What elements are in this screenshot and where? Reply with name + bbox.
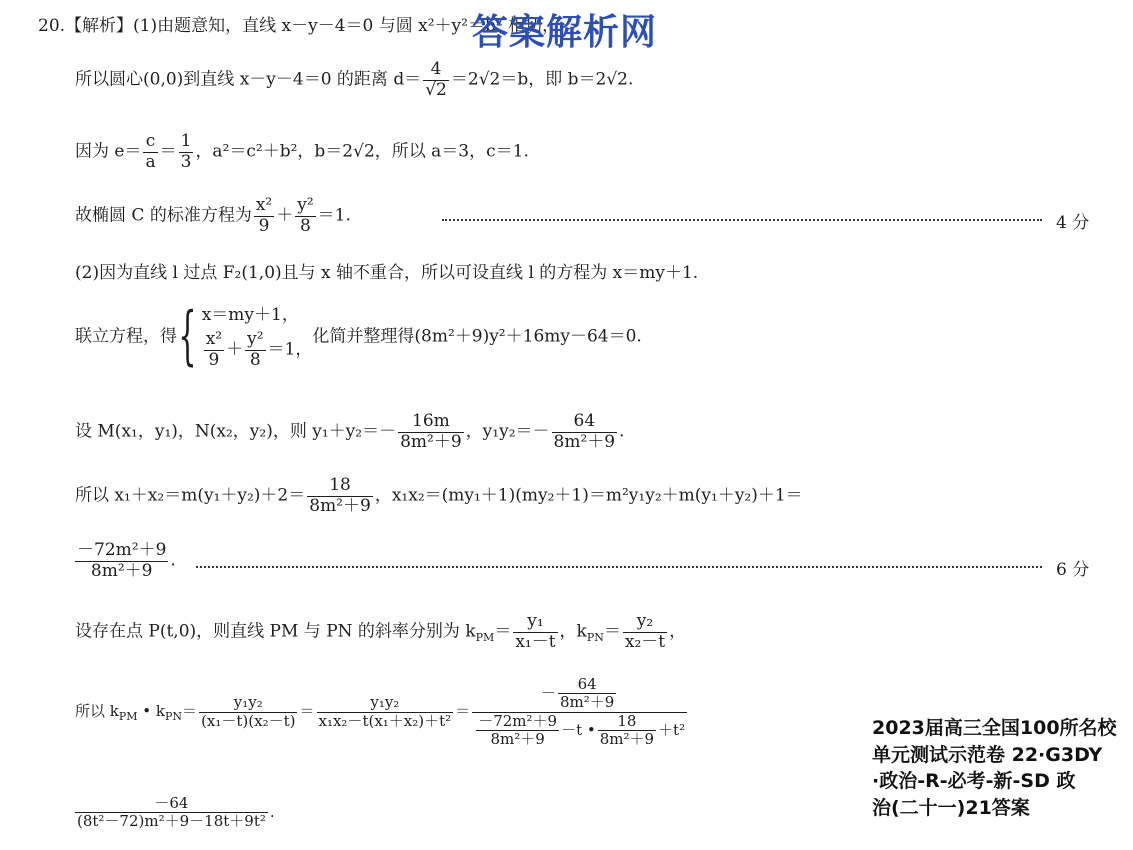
l11-bn-n: 64	[558, 676, 616, 694]
l4-pre: 故椭圆 C 的标准方程为	[75, 205, 252, 226]
l10-frac-1	[513, 612, 557, 652]
l11-bd-n2: 18	[598, 713, 656, 731]
l10-eq2: ＝	[603, 621, 621, 642]
solution-line-5: (2)因为直线 l 过点 F₂(1,0)且与 x 轴不重合，所以可设直线 l 的方程为 x＝my＋1.	[75, 263, 699, 283]
l11-pre: 所以 k	[75, 702, 119, 720]
l11-eq1: ＝	[182, 702, 198, 720]
l11-bd-n1: －72m²＋9	[478, 711, 558, 730]
l8-pre: 所以 x₁＋x₂＝m(y₁＋y₂)＋2＝	[75, 485, 306, 506]
l11-bd-post: ＋t²	[658, 720, 686, 739]
solution-line-12	[75, 795, 275, 831]
l9-d: 8m²＋9	[90, 560, 153, 581]
l12-frac	[75, 795, 268, 831]
solution-line-6	[75, 299, 642, 374]
footer-line-2: 单元测试示范卷 22·G3DY	[872, 743, 1103, 766]
footer-line-3: ·政治-R-必考-新-SD 政	[872, 770, 1076, 793]
l6-n1: x²	[205, 329, 223, 350]
l6-n2: y²	[247, 329, 264, 350]
l11-n2: y₁y₂	[317, 694, 454, 712]
l4-post: ＝1.	[317, 205, 351, 226]
l7-n2: 64	[552, 412, 618, 433]
l11-bd-mid: －t •	[561, 720, 596, 739]
l4-n1: x²	[255, 195, 273, 215]
l10-eq1: ＝	[494, 621, 512, 642]
watermark: 答案解析网	[472, 12, 658, 53]
l11-eq3: ＝	[455, 702, 471, 720]
l8-n1: 18	[307, 476, 373, 497]
score-leader-2	[196, 566, 1042, 568]
score-leader-1	[442, 219, 1042, 221]
l10-d2: x₂－t	[624, 631, 666, 652]
l2-den: √2	[425, 79, 447, 100]
l8-d1: 8m²＋9	[309, 495, 371, 516]
l2-pre: 所以圆心(0,0)到直线 x－y－4＝0 的距离 d＝	[75, 69, 422, 90]
l12-n: －64	[75, 795, 268, 813]
l10-sub2: PN	[586, 630, 604, 644]
l6-sys-post: ＝1，	[267, 339, 313, 360]
l11-bd-d2: 8m²＋9	[599, 729, 655, 748]
l11-d1: (x₁－t)(x₂－t)	[201, 711, 296, 730]
l3-d2: 3	[180, 151, 192, 172]
l10-pre: 设存在点 P(t,0)，则直线 PM 与 PN 的斜率分别为 k	[75, 621, 476, 642]
l4-d2: 8	[300, 215, 311, 236]
system-eq-1: x＝my＋1，	[201, 305, 299, 325]
l11-big-frac	[472, 676, 687, 748]
l7-post: .	[619, 421, 625, 442]
solution-line-1: 20.【解析】(1)由题意知，直线 x－y－4＝0 与圆 x²＋y²＝b² 相切，	[38, 16, 560, 36]
solution-line-11	[75, 676, 689, 748]
l3-mid: ＝	[159, 141, 177, 162]
l4-frac-1	[254, 196, 274, 236]
l3-frac-2	[179, 132, 194, 172]
solution-line-9	[75, 541, 176, 581]
score-6: 6 分	[1056, 560, 1090, 580]
l11-eq2: ＝	[299, 702, 315, 720]
l8-post: ，x₁x₂＝(my₁＋1)(my₂＋1)＝m²y₁y₂＋m(y₁＋y₂)＋1＝	[374, 485, 803, 506]
l7-d1: 8m²＋9	[400, 431, 462, 452]
l10-frac-2	[623, 612, 667, 652]
l10-n1: y₁	[513, 612, 557, 633]
l10-post: ，	[669, 621, 687, 642]
l3-post: ，a²＝c²＋b²，b＝2√2，所以 a＝3，c＝1.	[195, 141, 529, 162]
l11-bd-frac-2	[598, 713, 656, 749]
l4-n2: y²	[297, 195, 314, 215]
solution-line-10	[75, 612, 686, 652]
l11-sub2: PN	[165, 710, 183, 723]
l3-frac-1	[143, 132, 157, 172]
l7-frac-2	[552, 412, 618, 452]
l11-d2: x₁x₂－t(x₁＋x₂)＋t²	[318, 711, 452, 730]
equation-system	[202, 302, 313, 372]
l11-bd-frac-1	[476, 713, 559, 749]
l7-frac-1	[398, 412, 464, 452]
solution-line-3	[75, 132, 529, 172]
l9-n: －72m²＋9	[77, 540, 167, 560]
l2-fraction	[423, 60, 449, 100]
l10-n2: y₂	[623, 612, 667, 633]
l9-post: .	[170, 550, 176, 571]
l2-post: ＝2√2＝b，即 b＝2√2.	[450, 69, 634, 90]
l7-mid: ，y₁y₂＝－	[465, 421, 550, 442]
footer-line-1: 2023届高三全国100所名校	[872, 717, 1117, 739]
l6-frac-1	[204, 330, 224, 370]
system-eq-2	[202, 328, 313, 372]
l7-n1: 16m	[398, 412, 464, 433]
l11-frac-1	[199, 694, 297, 730]
l11-dot: • k	[137, 702, 166, 720]
l3-pre: 因为 e＝	[75, 141, 142, 162]
l6-plus: ＋	[226, 339, 244, 360]
l11-sub1: PM	[118, 710, 138, 723]
l11-big-den	[472, 713, 687, 749]
l6-d1: 9	[208, 349, 220, 370]
l6-frac-2	[245, 330, 265, 370]
l10-sub1: PM	[475, 630, 495, 644]
l2-num: 4	[423, 60, 449, 81]
l9-frac	[75, 541, 168, 581]
l6-post: 化简并整理得(8m²＋9)y²＋16my－64＝0.	[312, 326, 642, 347]
l10-d1: x₁－t	[515, 631, 556, 652]
system-brace: {	[178, 299, 197, 374]
l7-pre: 设 M(x₁，y₁)，N(x₂，y₂)，则 y₁＋y₂＝－	[75, 421, 397, 442]
l6-pre: 联立方程，得	[75, 326, 177, 347]
l4-plus: ＋	[276, 205, 294, 226]
footer-line-4: 治(二十一)21答案	[872, 796, 1030, 819]
source-footer	[872, 715, 1130, 821]
l3-n2: 1	[180, 131, 192, 151]
solution-line-2	[75, 60, 633, 100]
l4-d1: 9	[258, 215, 270, 236]
l11-bn-d: 8m²＋9	[559, 693, 615, 712]
l11-n1: y₁y₂	[199, 694, 297, 712]
l3-d1: a	[145, 151, 156, 172]
l12-d: (8t²－72)m²＋9－18t＋9t²	[77, 812, 266, 831]
score-4: 4 分	[1056, 213, 1090, 233]
l7-d2: 8m²＋9	[553, 431, 616, 452]
l3-n1: c	[143, 132, 157, 153]
l11-big-num	[472, 676, 687, 713]
l4-frac-2	[295, 196, 315, 236]
l11-frac-2	[317, 694, 454, 730]
solution-line-7	[75, 412, 625, 452]
l11-big-num-frac	[558, 676, 616, 712]
l12-post: .	[269, 802, 275, 821]
l11-big-num-sign: －	[540, 683, 556, 702]
l11-bd-d1: 8m²＋9	[490, 729, 545, 748]
l6-d2: 8	[249, 349, 261, 370]
solution-line-4	[75, 196, 351, 236]
l10-mid: ，k	[559, 621, 587, 642]
l8-frac	[307, 476, 373, 516]
solution-line-8	[75, 476, 803, 516]
